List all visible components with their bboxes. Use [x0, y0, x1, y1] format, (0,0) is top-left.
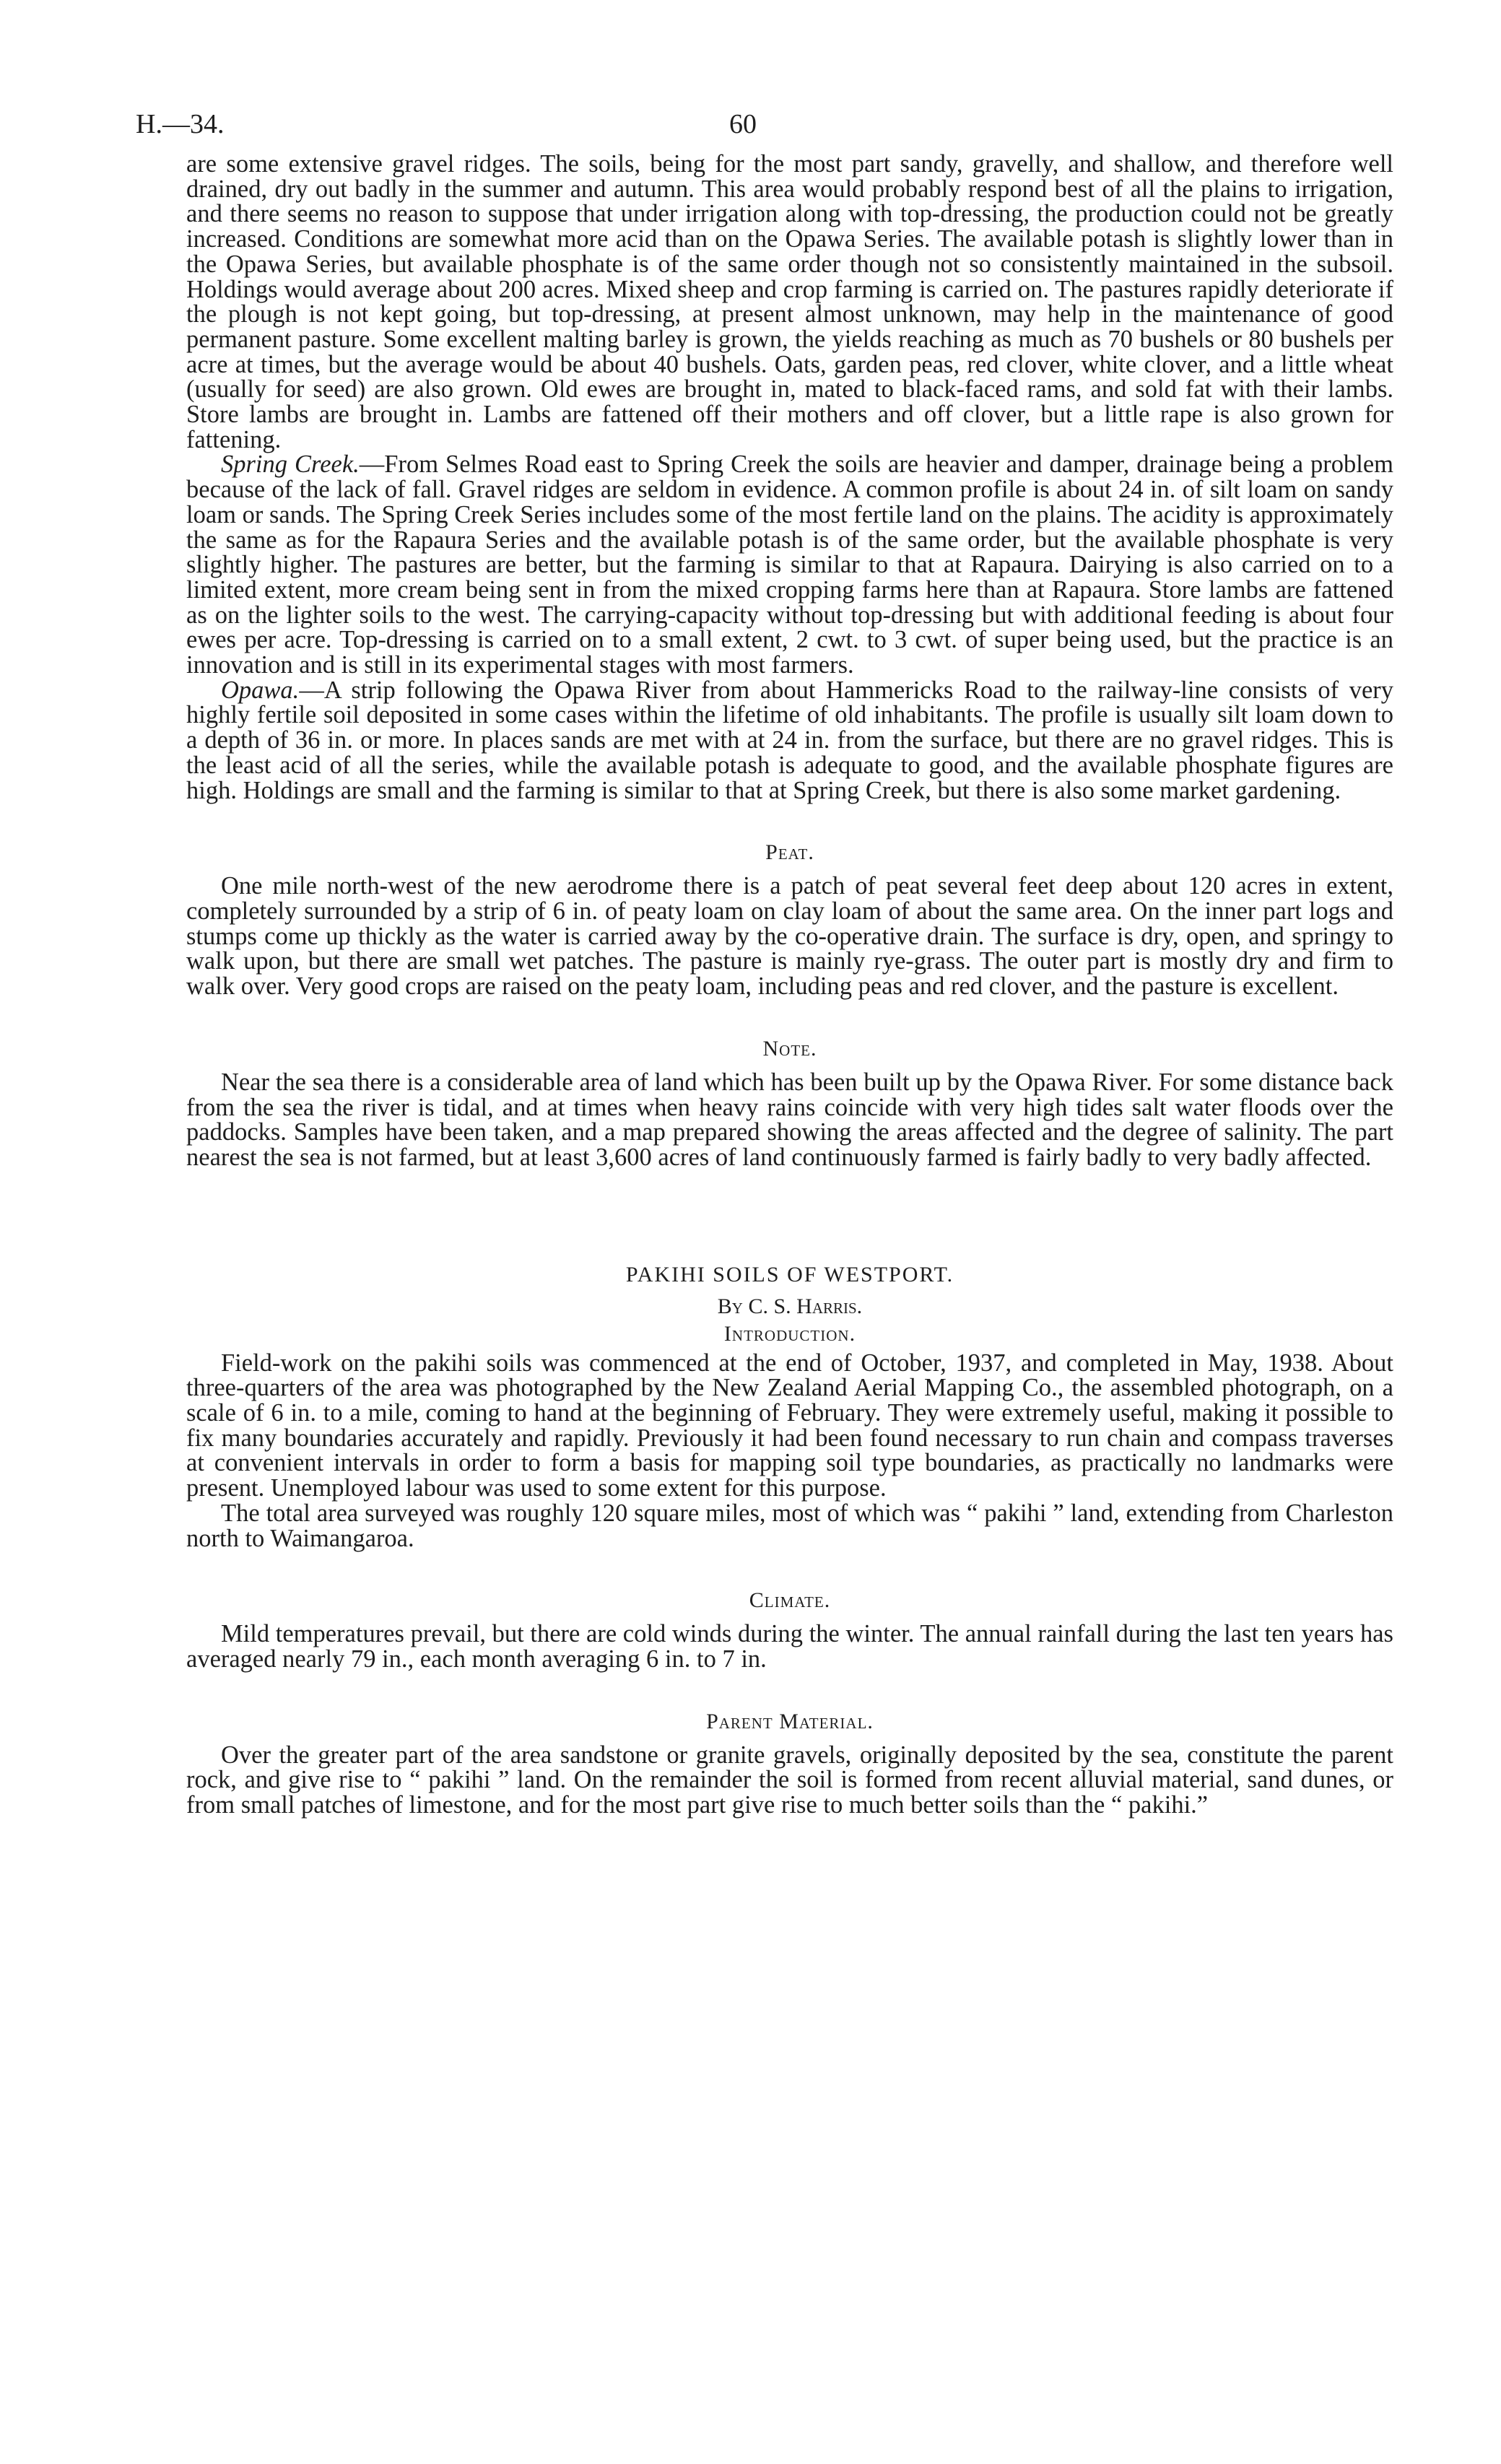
heading-introduction: Introduction. — [723, 1321, 856, 1346]
paragraph-climate: Mild temperatures prevail, but there are cold winds during the winter. The annual rainfall during the last ten years has averaged nearly 79 in., each month averaging 6 in. to 7 in. — [186, 1620, 1393, 1673]
paragraph-spring-creek — [186, 452, 1393, 677]
heading-climate: Climate. — [749, 1588, 831, 1613]
spring-creek-text: —From Selmes Road east to Spring Creek the soils are heavier and damper, drainage being a problem because of the lack of fall. Gravel ridges are seldom in evidence. A common profile is about 24 in. of silt loam on sandy loam or sands. The Spring Creek Series includes some of the most fertile land on the plains. The acidity is approximately the same as for the Rapaura Series and the available potash is of the same order, but the available phosphate is very slightly higher. The pastures are better, but the farming is similar to that at Rapaura. Dairying is also carried on to a limited extent, more cream being sent in from the mixed cropping farms here than at Rapaura. Store lambs are fattened as on the lighter soils to the west. The carrying-capacity without top-dressing but with additional feeding is about four ewes per acre. Top-dressing is carried on to a small extent, 2 cwt. to 3 cwt. of super being used, but the practice is an innovation and is still in its experimental stages with most farmers. — [186, 450, 1393, 679]
author-byline: By C. S. Harris. — [717, 1294, 863, 1318]
paragraph-introduction-1: Field-work on the pakihi soils was commenced at the end of October, 1937, and completed in May, 1938. About three-quarters of the area was photographed by the New Zealand Aerial Mapping Co., the assembled photograph, on a scale of 6 in. to a mile, coming to hand at the beginning of February. They were extremely useful, making it possible to fix many boundaries accurately and rapidly. Previously it had been found necessary to run chain and compass traverses at convenient intervals in order to form a basis for mapping soil type boundaries, as practically no landmarks were present. Unemployed labour was used to some extent for this purpose. — [186, 1349, 1393, 1502]
spring-creek-title: Spring Creek. — [221, 450, 360, 479]
paragraph-rapaura-continued: are some extensive gravel ridges. The soils, being for the most part sandy, gravelly, and shallow, and therefore well drained, dry out badly in the summer and autumn. This area would probably respond best of all the plains to irrigation, and there seems no reason to suppose that under irrigation along with top-dressing, the production could not be greatly increased. Conditions are somewhat more acid than on the Opawa Series. The available potash is slightly lower than in the Opawa Series, but available phosphate is of the same order though not so consistently maintained in the subsoil. Holdings would average about 200 acres. Mixed sheep and crop farming is carried on. The pastures rapidly deteriorate if the plough is not kept going, but top-dressing, at present almost unknown, may help in the maintenance of good permanent pasture. Some excellent malting barley is grown, the yields reaching as much as 70 bushels or 80 bushels per acre at times, but the average would be about 40 bushels. Oats, garden peas, red clover, white clover, and a little wheat (usually for seed) are also grown. Old ewes are brought in, mated to black-faced rams, and sold fat with their lambs. Store lambs are brought in. Lambs are fattened off their mothers and off clover, but a little rape is also grown for fattening. — [186, 150, 1393, 453]
heading-parent-material: Parent Material. — [706, 1709, 874, 1733]
page-header — [136, 101, 1393, 152]
paragraph-opawa — [186, 678, 1393, 804]
page-number: 60 — [729, 109, 757, 139]
paragraph-parent-material: Over the greater part of the area sandstone or granite gravels, originally deposited by the sea, constitute the parent rock, and give rise to “ pakihi ” land. On the remainder the soil is formed from recent alluvial material, sand dunes, or from small patches of limestone, and for the most part give rise to much better soils than the “ pakihi.” — [186, 1741, 1393, 1819]
opawa-text: —A strip following the Opawa River from about Hammericks Road to the railway-line consists of very highly fertile soil deposited in some cases within the lifetime of old inhabitants. The profile is usually silt loam down to a depth of 36 in. or more. In places sands are met with at 24 in. from the surface, but there are no gravel ridges. This is the least acid of all the series, while the available potash is adequate to good, and the available phosphate figures are high. Holdings are small and the farming is similar to that at Spring Creek, but there is also some market gardening. — [186, 676, 1393, 804]
paragraph-note: Near the sea there is a considerable area of land which has been built up by the Opawa River. For some distance back from the sea the river is tidal, and at times when heavy rains coincide with very high tides salt water floods over the paddocks. Samples have been taken, and a map prepared showing the areas affected and the degree of salinity. The part nearest the sea is not farmed, but at least 3,600 acres of land continuously farmed is fairly badly to very badly affected. — [186, 1068, 1393, 1171]
heading-pakihi-soils: PAKIHI SOILS OF WESTPORT. — [625, 1262, 954, 1287]
paragraph-introduction-2: The total area surveyed was roughly 120 square miles, most of which was “ pakihi ” land, extending from Charleston north to Waimangaroa. — [186, 1499, 1393, 1552]
heading-note: Note. — [762, 1036, 817, 1061]
paragraph-peat: One mile north-west of the new aerodrome there is a patch of peat several feet deep about 120 acres in extent, completely surrounded by a strip of 6 in. of peaty loam on clay loam of about the same area. On the inner part logs and stumps come up thickly as the water is carried away by the co-operative drain. The surface is dry, open, and springy to walk upon, but there are small wet patches. The pasture is mainly rye-grass. The outer part is mostly dry and firm to walk over. Very good crops are raised on the peaty loam, including peas and red clover, and the pasture is excellent. — [186, 872, 1393, 1001]
report-reference: H.—34. — [136, 109, 225, 139]
heading-peat: Peat. — [765, 840, 814, 865]
document-page — [136, 101, 1393, 1819]
opawa-title: Opawa. — [221, 676, 300, 704]
